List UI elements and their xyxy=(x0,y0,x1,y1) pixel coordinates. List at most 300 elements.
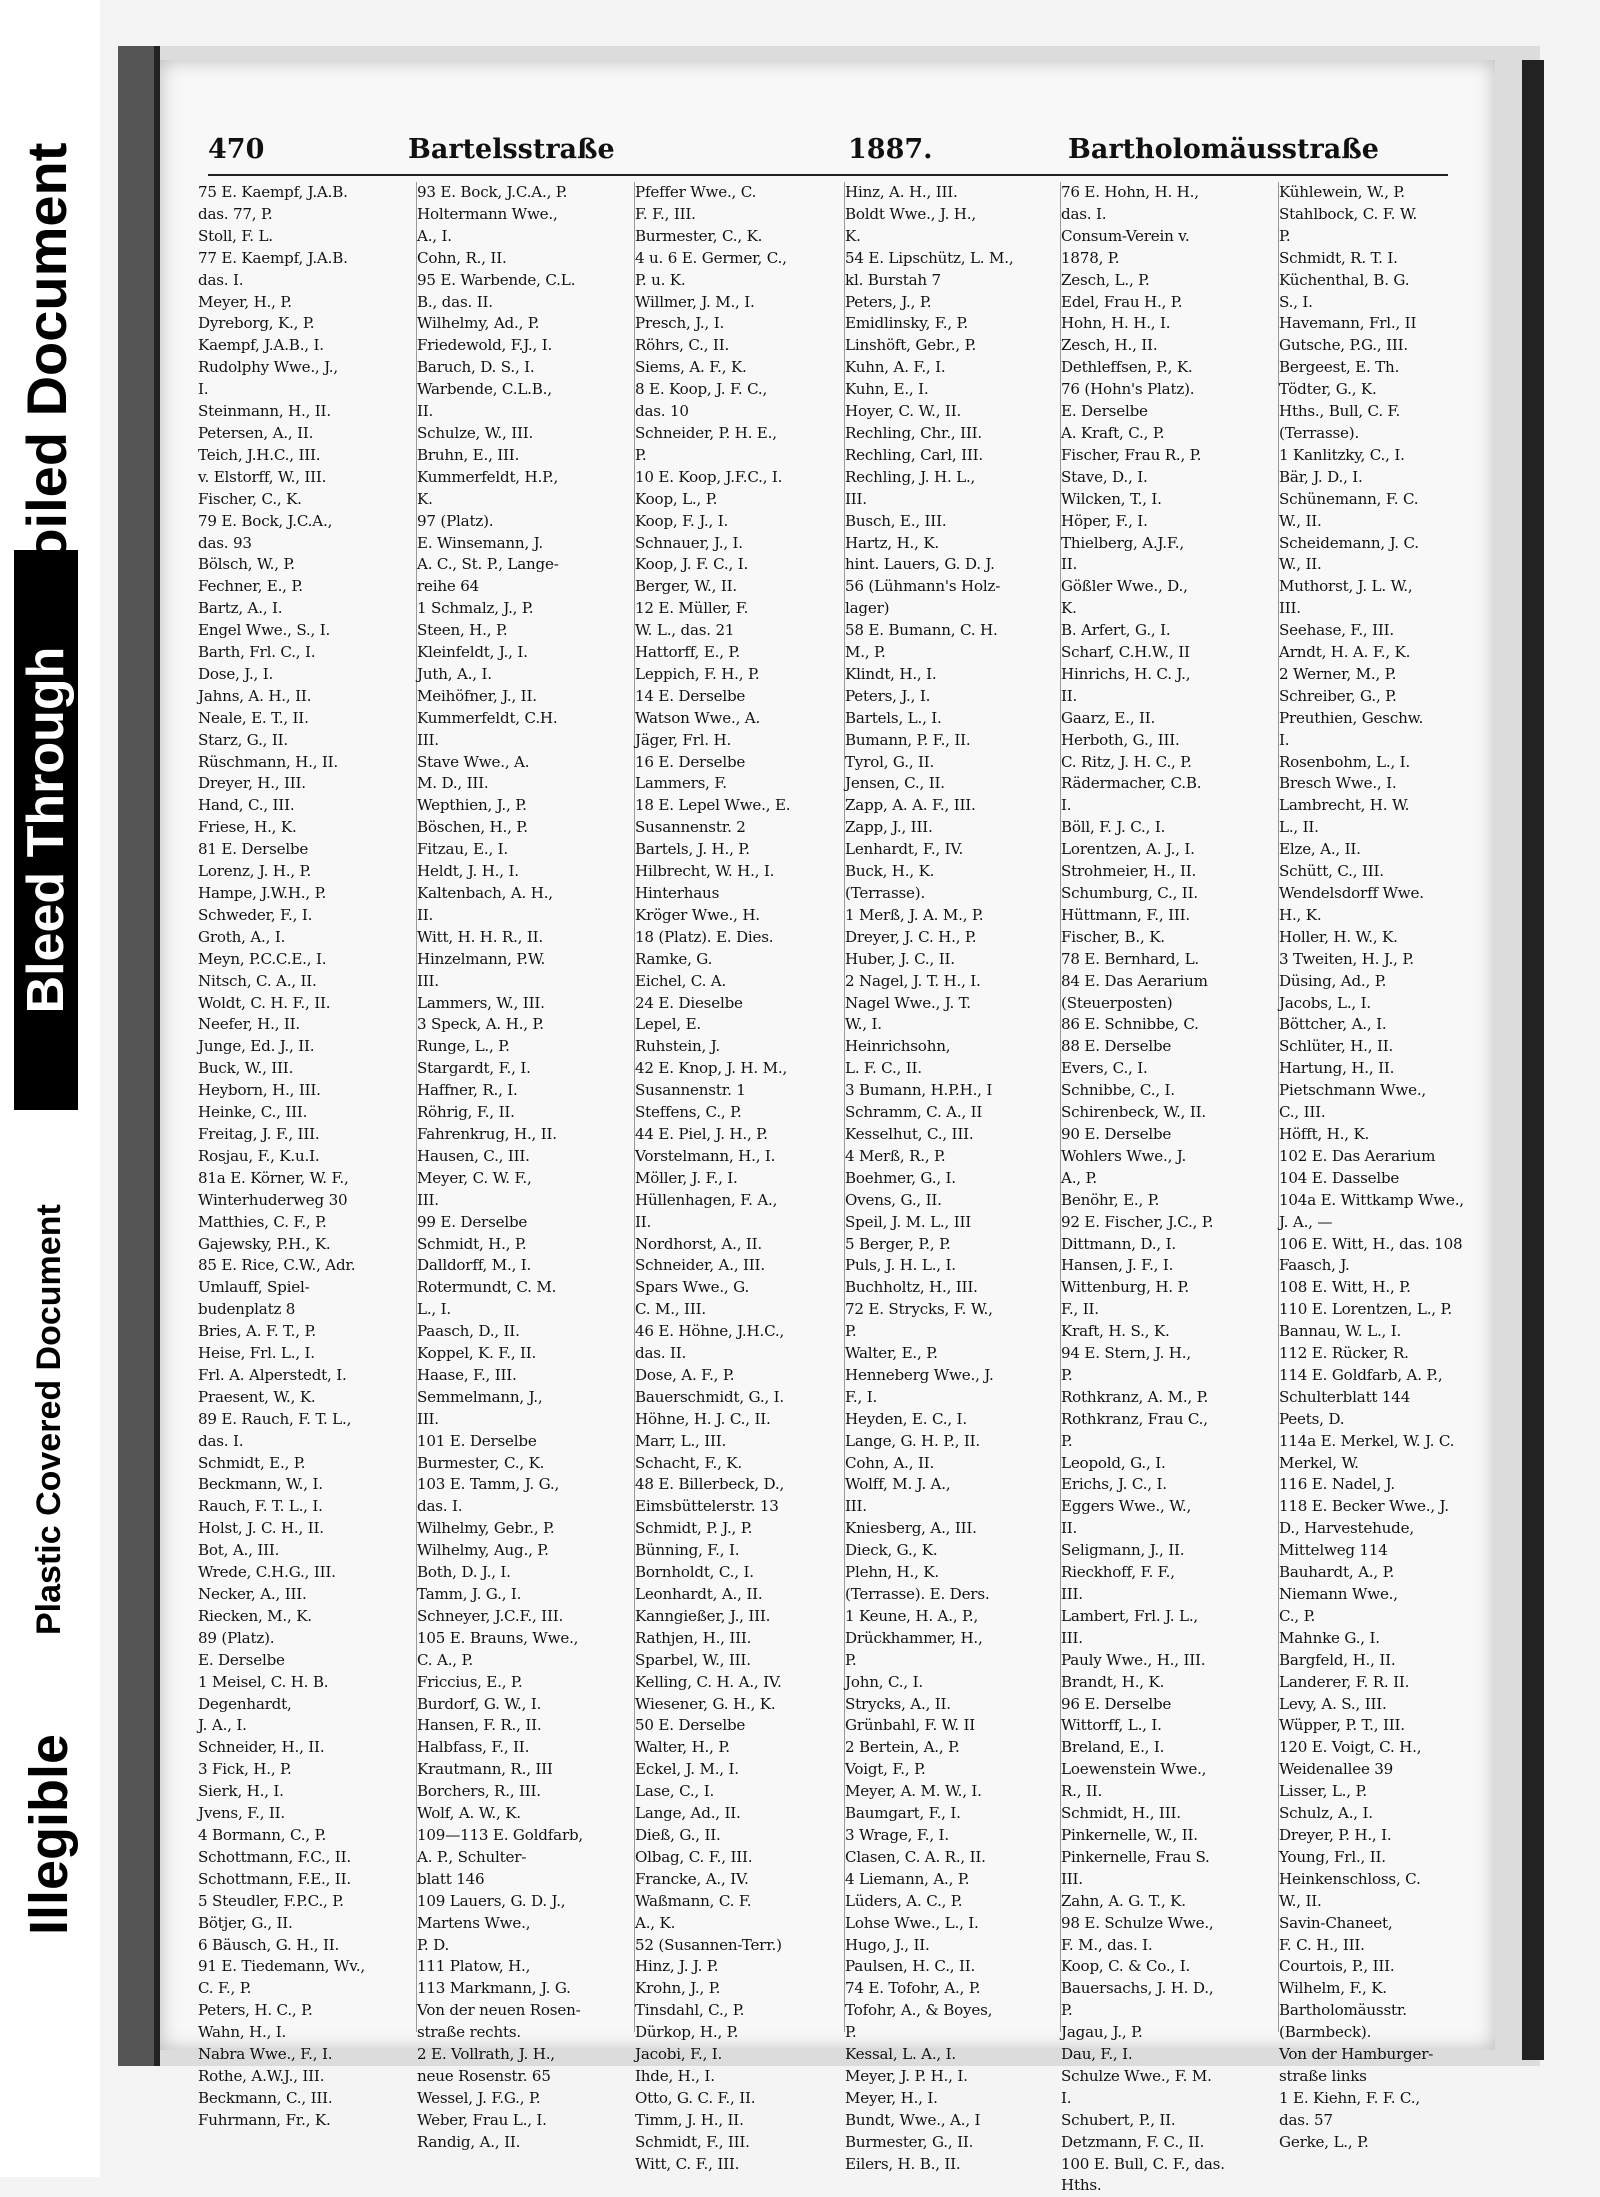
directory-entry: Holtermann Wwe., xyxy=(417,204,558,223)
directory-entry: Fischer, Frau R., P. xyxy=(1061,445,1202,464)
directory-entry: Heyden, E. C., I. xyxy=(845,1409,967,1428)
directory-entry: Henneberg Wwe., J. xyxy=(845,1365,994,1384)
directory-entry: Böttcher, A., I. xyxy=(1279,1015,1387,1034)
directory-entry: Bannau, W. L., I. xyxy=(1279,1322,1402,1341)
directory-entry: Vorstelmann, H., I. xyxy=(635,1146,776,1165)
directory-entry: Kuhn, A. F., I. xyxy=(845,358,946,377)
directory-entry: Niemann Wwe., xyxy=(1279,1585,1398,1603)
directory-entry: Scharf, C.H.W., II xyxy=(1061,643,1190,662)
directory-entry: Schmidt, F., III. xyxy=(635,2132,750,2151)
directory-entry: F. F., III. xyxy=(635,204,696,223)
directory-entry: Edel, Frau H., P. xyxy=(1061,292,1183,311)
directory-entry: Woldt, C. H. F., II. xyxy=(198,993,331,1012)
directory-entry: Winterhuderweg 30 xyxy=(198,1190,348,1209)
directory-entry: Möller, J. F., I. xyxy=(635,1168,738,1187)
directory-entry: B. Arfert, G., I. xyxy=(1061,621,1171,640)
directory-entry: Rosjau, F., K.u.I. xyxy=(198,1146,320,1165)
directory-entry: Schmidt, H., P. xyxy=(417,1234,527,1253)
directory-entry: 110 E. Lorentzen, L., P. xyxy=(1279,1300,1452,1319)
directory-entry: Muthorst, J. L. W., xyxy=(1279,577,1413,596)
directory-entry: Wolff, M. J. A., xyxy=(845,1475,951,1494)
directory-entry: III. xyxy=(1061,1628,1083,1647)
directory-entry: Wilhelmy, Gebr., P. xyxy=(417,1519,555,1538)
directory-entry: Walter, H., P. xyxy=(635,1738,730,1757)
directory-column-1 xyxy=(198,182,408,2129)
directory-entry: Rathjen, H., III. xyxy=(635,1628,752,1647)
directory-entry: K. xyxy=(845,226,861,245)
directory-entry: Stargardt, F., I. xyxy=(417,1059,531,1078)
directory-entry: Buck, W., III. xyxy=(198,1059,294,1078)
directory-entry: S., I. xyxy=(1279,292,1313,311)
directory-entry: (Barmbeck). xyxy=(1279,2023,1372,2042)
directory-entry: das. 10 xyxy=(635,402,689,421)
directory-entry: Lorentzen, A. J., I. xyxy=(1061,840,1195,859)
directory-entry: Rothkranz, Frau C., xyxy=(1061,1409,1208,1428)
directory-entry: 104 E. Dasselbe xyxy=(1279,1168,1400,1187)
directory-entry: 109 Lauers, G. D. J., xyxy=(417,1891,566,1910)
directory-entry: Junge, Ed. J., II. xyxy=(198,1037,315,1056)
directory-entry: W., I. xyxy=(845,1015,882,1034)
directory-entry: Dyreborg, K., P. xyxy=(198,314,315,333)
directory-entry: Pinkernelle, Frau S. xyxy=(1061,1847,1210,1866)
directory-entry: Ruhstein, J. xyxy=(635,1037,720,1056)
directory-entry: Kummerfeldt, C.H. xyxy=(417,708,558,727)
directory-entry: 2 Bertein, A., P. xyxy=(845,1738,960,1757)
directory-entry: Kniesberg, A., III. xyxy=(845,1519,977,1538)
directory-entry: 76 E. Hohn, H. H., xyxy=(1061,183,1199,201)
directory-entry: C. M., III. xyxy=(635,1300,706,1319)
directory-entry: Siems, A. F., K. xyxy=(635,358,747,377)
directory-entry: Hoyer, C. W., II. xyxy=(845,402,962,421)
directory-entry: M. D., III. xyxy=(417,774,489,793)
directory-entry: Kessal, L. A., I. xyxy=(845,2045,956,2064)
directory-entry: Wolf, A. W., K. xyxy=(417,1804,521,1823)
directory-entry: Hand, C., III. xyxy=(198,796,295,815)
directory-entry: Schmidt, H., III. xyxy=(1061,1804,1181,1823)
directory-entry: Haase, F., III. xyxy=(417,1365,517,1384)
directory-entry: E. Derselbe xyxy=(1061,402,1148,421)
directory-entry: Eichel, C. A. xyxy=(635,971,727,990)
directory-entry: Paasch, D., II. xyxy=(417,1322,520,1341)
directory-entry: 75 E. Kaempf, J.A.B. xyxy=(198,183,348,201)
directory-entry: Susannenstr. 1 xyxy=(635,1081,746,1100)
directory-entry: Schmidt, P. J., P. xyxy=(635,1519,753,1538)
directory-entry: Hartung, H., II. xyxy=(1279,1059,1395,1078)
directory-entry: Busch, E., III. xyxy=(845,511,947,530)
directory-entry: Schreiber, G., P. xyxy=(1279,686,1397,705)
directory-entry: Schünemann, F. C. xyxy=(1279,489,1419,508)
directory-entry: Bauersachs, J. H. D., xyxy=(1061,1979,1214,1998)
directory-entry: Nordhorst, A., II. xyxy=(635,1234,763,1253)
right-street-heading: Bartholomäusstraße xyxy=(1068,134,1379,165)
directory-entry: Hinzelmann, P.W. xyxy=(417,949,546,968)
directory-entry: Heyborn, H., III. xyxy=(198,1081,321,1100)
directory-entry: Steffens, C., P. xyxy=(635,1103,742,1122)
directory-entry: 114a E. Merkel, W. J. C. xyxy=(1279,1431,1455,1450)
directory-entry: Waßmann, C. F. xyxy=(635,1891,752,1910)
directory-entry: C., P. xyxy=(1279,1606,1316,1625)
directory-entry: L., II. xyxy=(1279,818,1319,837)
directory-entry: 102 E. Das Aerarium xyxy=(1279,1146,1436,1165)
directory-entry: Böschen, H., P. xyxy=(417,818,528,837)
directory-entry: Martens Wwe., xyxy=(417,1913,531,1932)
directory-entry: Loewenstein Wwe., xyxy=(1061,1760,1207,1779)
directory-entry: Fischer, B., K. xyxy=(1061,927,1165,946)
directory-entry: 4 Liemann, A., P. xyxy=(845,1869,970,1888)
directory-entry: Bauerschmidt, G., I. xyxy=(635,1387,785,1406)
page-header xyxy=(208,134,1448,176)
directory-entry: Barth, Frl. C., I. xyxy=(198,643,316,662)
directory-entry: II. xyxy=(417,402,434,421)
directory-entry: Meyn, P.C.C.E., I. xyxy=(198,949,327,968)
directory-entry: P. xyxy=(1061,1365,1073,1384)
directory-entry: 48 E. Billerbeck, D., xyxy=(635,1475,785,1494)
directory-entry: Clasen, C. A. R., II. xyxy=(845,1847,986,1866)
directory-entry: Schottmann, F.E., II. xyxy=(198,1869,351,1888)
directory-entry: Young, Frl., II. xyxy=(1279,1847,1386,1866)
directory-entry: 1 Schmalz, J., P. xyxy=(417,599,534,618)
directory-entry: straße links xyxy=(1279,2066,1367,2085)
directory-entry: Kaltenbach, A. H., xyxy=(417,884,553,902)
directory-entry: Bär, J. D., I. xyxy=(1279,467,1363,486)
directory-entry: budenplatz 8 xyxy=(198,1300,296,1319)
directory-entry: Hattorff, E., P. xyxy=(635,643,740,662)
directory-entry: 90 E. Derselbe xyxy=(1061,1124,1172,1143)
directory-entry: 101 E. Derselbe xyxy=(417,1431,537,1450)
directory-entry: Schubert, P., II. xyxy=(1061,2110,1176,2129)
directory-entry: Willmer, J. M., I. xyxy=(635,292,755,311)
directory-entry: Drückhammer, H., xyxy=(845,1628,983,1647)
directory-entry: Neefer, H., II. xyxy=(198,1015,301,1034)
directory-entry: H., K. xyxy=(1279,905,1322,924)
directory-column-4 xyxy=(844,182,1055,2173)
directory-entry: Tödter, G., K. xyxy=(1279,380,1377,399)
directory-entry: Plehn, H., K. xyxy=(845,1563,939,1582)
directory-entry: Rosenbohm, L., I. xyxy=(1279,752,1411,771)
directory-entry: Hausen, C., III. xyxy=(417,1146,530,1165)
directory-entry: Wüpper, P. T., III. xyxy=(1279,1716,1405,1735)
directory-entry: Steen, H., P. xyxy=(417,621,508,640)
directory-entry: 12 E. Müller, F. xyxy=(635,599,749,618)
directory-entry: Hüttmann, F., III. xyxy=(1061,905,1190,924)
directory-entry: 116 E. Nadel, J. xyxy=(1279,1475,1395,1494)
directory-entry: 56 (Lühmann's Holz- xyxy=(845,577,1001,596)
directory-entry: Elze, A., II. xyxy=(1279,840,1361,859)
directory-entry: Lenhardt, F., IV. xyxy=(845,840,964,859)
directory-entry: Tofohr, A., & Boyes, xyxy=(845,2001,993,2020)
directory-entry: das. I. xyxy=(198,1431,244,1450)
directory-entry: Voigt, F., P. xyxy=(845,1760,926,1779)
directory-entry: Olbag, C. F., III. xyxy=(635,1847,753,1866)
directory-entry: Susannenstr. 2 xyxy=(635,818,746,837)
directory-entry: 97 (Platz). xyxy=(417,511,494,530)
directory-entry: Lase, C., I. xyxy=(635,1782,715,1801)
directory-entry: Freitag, J. F., III. xyxy=(198,1124,320,1143)
directory-entry: Heise, Frl. L., I. xyxy=(198,1344,315,1363)
left-street-heading: Bartelsstraße xyxy=(408,134,615,165)
directory-entry: Düsing, Ad., P. xyxy=(1279,971,1387,990)
directory-entry: Dürkop, H., P. xyxy=(635,2023,739,2042)
directory-entry: P. xyxy=(845,2023,857,2042)
directory-entry: C. F., P. xyxy=(198,1979,252,1998)
directory-entry: Frl. A. Alperstedt, I. xyxy=(198,1365,347,1384)
directory-entry: 42 E. Knop, J. H. M., xyxy=(635,1059,788,1078)
directory-entry: Weber, Frau L., I. xyxy=(417,2110,547,2129)
directory-entry: Jensen, C., II. xyxy=(845,774,945,793)
directory-entry: E. Derselbe xyxy=(198,1650,285,1669)
directory-entry: 2 Werner, M., P. xyxy=(1279,664,1397,683)
directory-entry: F. M., das. I. xyxy=(1061,1935,1153,1954)
directory-entry: 58 E. Bumann, C. H. xyxy=(845,621,998,640)
directory-entry: I. xyxy=(198,380,209,399)
directory-entry: Schneyer, J.C.F., III. xyxy=(417,1606,564,1625)
directory-entry: Hampe, J.W.H., P. xyxy=(198,884,327,902)
directory-entry: Dreyer, H., III. xyxy=(198,774,306,793)
directory-entry: Tinsdahl, C., P. xyxy=(635,2001,745,2020)
directory-entry: Rauch, F. T. L., I. xyxy=(198,1497,323,1516)
directory-entry: Gerke, L., P. xyxy=(1279,2132,1369,2151)
directory-entry: Fischer, C., K. xyxy=(198,489,302,508)
directory-entry: Lepel, E. xyxy=(635,1015,701,1034)
directory-entry: 95 E. Warbende, C.L. xyxy=(417,270,576,289)
directory-entry: 1 Keune, H. A., P., xyxy=(845,1606,979,1625)
directory-entry: 113 Markmann, J. G. xyxy=(417,1979,571,1998)
directory-entry: Kaempf, J.A.B., I. xyxy=(198,336,324,355)
directory-entry: Herboth, G., III. xyxy=(1061,730,1180,749)
directory-entry: 50 E. Derselbe xyxy=(635,1716,746,1735)
directory-entry: Degenhardt, xyxy=(198,1694,292,1713)
directory-entry: J. A., — xyxy=(1279,1212,1333,1231)
directory-entry: 18 (Platz). E. Dies. xyxy=(635,927,774,946)
directory-entry: Zahn, A. G. T., K. xyxy=(1061,1891,1186,1910)
directory-entry: Rechling, J. H. L., xyxy=(845,467,976,486)
directory-entry: III. xyxy=(417,971,439,990)
directory-entry: Bötjer, G., II. xyxy=(198,1913,293,1932)
directory-entry: Erichs, J. C., I. xyxy=(1061,1475,1167,1494)
directory-entry: Grünbahl, F. W. II xyxy=(845,1716,976,1735)
directory-entry: Bergeest, E. Th. xyxy=(1279,358,1400,377)
directory-entry: Fuhrmann, Fr., K. xyxy=(198,2110,331,2129)
directory-entry: Lambert, Frl. J. L., xyxy=(1061,1606,1199,1625)
directory-entry: III. xyxy=(1061,1585,1083,1603)
directory-entry: 74 E. Tofohr, A., P. xyxy=(845,1979,981,1998)
directory-entry: Burmester, G., II. xyxy=(845,2132,974,2151)
directory-entry: Schacht, F., K. xyxy=(635,1453,742,1472)
directory-entry: Cohn, R., II. xyxy=(417,248,507,267)
directory-entry: Mittelweg 114 xyxy=(1279,1541,1388,1560)
directory-entry: Hansen, J. F., I. xyxy=(1061,1256,1174,1275)
directory-entry: 88 E. Derselbe xyxy=(1061,1037,1172,1056)
directory-entry: Bresch Wwe., I. xyxy=(1279,774,1397,793)
directory-entry: Schnauer, J., I. xyxy=(635,533,743,552)
directory-entry: Strohmeier, H., II. xyxy=(1061,862,1197,881)
directory-entry: P. xyxy=(1061,1431,1073,1450)
directory-entry: 1 Meisel, C. H. B. xyxy=(198,1672,329,1691)
page-number: 470 xyxy=(208,134,265,165)
directory-entry: Rothe, A.W.J., III. xyxy=(198,2066,325,2085)
directory-entry: 1878, P. xyxy=(1061,248,1120,267)
directory-entry: Brandt, H., K. xyxy=(1061,1672,1165,1691)
directory-entry: Heinke, C., III. xyxy=(198,1103,308,1122)
directory-entry: straße rechts. xyxy=(417,2023,521,2042)
directory-entry: Gößler Wwe., D., xyxy=(1061,577,1188,596)
directory-entry: Arndt, H. A. F., K. xyxy=(1279,643,1411,662)
directory-entry: Lange, Ad., II. xyxy=(635,1804,741,1823)
directory-entry: A., I. xyxy=(417,226,452,245)
directory-entry: Beckmann, C., III. xyxy=(198,2088,333,2107)
directory-entry: Meyer, H., I. xyxy=(845,2088,938,2107)
directory-entry: Preuthien, Geschw. xyxy=(1279,708,1424,727)
directory-entry: Hinrichs, H. C. J., xyxy=(1061,664,1191,683)
directory-entry: John, C., I. xyxy=(845,1672,923,1691)
directory-entry: III. xyxy=(417,1409,439,1428)
directory-entry: II. xyxy=(1061,555,1078,574)
directory-entry: Jagau, J., P. xyxy=(1061,2023,1143,2042)
directory-entry: 3 Bumann, H.P.H., I xyxy=(845,1081,993,1100)
directory-entry: Levy, A. S., III. xyxy=(1279,1694,1387,1713)
directory-entry: Marr, L., III. xyxy=(635,1431,727,1450)
directory-entry: Schneider, H., II. xyxy=(198,1738,325,1757)
directory-entry: Schumburg, C., II. xyxy=(1061,884,1198,902)
directory-entry: W., II. xyxy=(1279,511,1322,530)
label-soiled-document: Soiled Document xyxy=(15,142,78,600)
directory-entry: (Terrasse). xyxy=(845,884,926,902)
directory-entry: Dieß, G., II. xyxy=(635,1825,721,1844)
directory-entry: Lange, G. H. P., II. xyxy=(845,1431,981,1450)
directory-entry: Höper, F., I. xyxy=(1061,511,1148,530)
directory-entry: Leppich, F. H., P. xyxy=(635,664,760,683)
directory-entry: Hartz, H., K. xyxy=(845,533,940,552)
directory-entry: Schulze, W., III. xyxy=(417,423,534,442)
directory-entry: Gutsche, P.G., III. xyxy=(1279,336,1408,355)
directory-entry: 1 E. Kiehn, F. F. C., xyxy=(1279,2088,1420,2107)
directory-entry: v. Elstorff, W., III. xyxy=(198,467,327,486)
directory-entry: Hths., Bull, C. F. xyxy=(1279,402,1401,421)
directory-entry: Rieckhoff, F. F., xyxy=(1061,1563,1175,1582)
directory-entry: Küchenthal, B. G. xyxy=(1279,270,1410,289)
directory-entry: Hilbrecht, W. H., I. xyxy=(635,862,775,881)
directory-entry: I. xyxy=(1061,796,1072,815)
directory-entry: Rädermacher, C.B. xyxy=(1061,774,1202,793)
directory-entry: 3 Speck, A. H., P. xyxy=(417,1015,544,1034)
directory-entry: Meyer, A. M. W., I. xyxy=(845,1782,982,1801)
directory-entry: Eckel, J. M., I. xyxy=(635,1760,739,1779)
directory-entry: 44 E. Piel, J. H., P. xyxy=(635,1124,768,1143)
directory-entry: Boldt Wwe., J. H., xyxy=(845,204,976,223)
directory-entry: Krohn, J., P. xyxy=(635,1979,721,1998)
directory-entry: Kummerfeldt, H.P., xyxy=(417,467,559,486)
directory-entry: Dreyer, J. C. H., P. xyxy=(845,927,977,946)
directory-entry: Stahlbock, C. F. W. xyxy=(1279,204,1418,223)
directory-entry: Jacobi, F., I. xyxy=(635,2045,723,2064)
directory-entry: Baumgart, F., I. xyxy=(845,1804,961,1823)
directory-entry: 2 E. Vollrath, J. H., xyxy=(417,2045,555,2064)
directory-entry: 4 u. 6 E. Germer, C., xyxy=(635,248,787,267)
directory-entry: I. xyxy=(1061,2088,1072,2107)
directory-entry: Thielberg, A.J.F., xyxy=(1061,533,1184,552)
directory-entry: neue Rosenstr. 65 xyxy=(417,2066,551,2085)
directory-entry: Mahnke G., I. xyxy=(1279,1628,1380,1647)
directory-entry: Puls, J. H. L., I. xyxy=(845,1256,956,1275)
directory-entry: Engel Wwe., S., I. xyxy=(198,621,331,640)
directory-entry: Friese, H., K. xyxy=(198,818,297,837)
directory-entry: III. xyxy=(1279,599,1301,618)
directory-entry: Koop, L., P. xyxy=(635,489,718,508)
directory-entry: 72 E. Strycks, F. W., xyxy=(845,1300,993,1319)
directory-entry: Fechner, E., P. xyxy=(198,577,303,596)
directory-entry: Nabra Wwe., F., I. xyxy=(198,2045,333,2064)
directory-entry: Dose, A. F., P. xyxy=(635,1365,735,1384)
directory-entry: 98 E. Schulze Wwe., xyxy=(1061,1913,1214,1932)
directory-entry: 92 E. Fischer, J.C., P. xyxy=(1061,1212,1214,1231)
directory-entry: Ihde, H., I. xyxy=(635,2066,715,2085)
directory-entry: Lorenz, J. H., P. xyxy=(198,862,312,881)
directory-entry: 81a E. Körner, W. F., xyxy=(198,1168,349,1187)
directory-entry: Both, D. J., I. xyxy=(417,1563,511,1582)
directory-entry: A. P., Schulter- xyxy=(417,1847,527,1866)
directory-entry: Schulterblatt 144 xyxy=(1279,1387,1411,1406)
directory-entry: Faasch, J. xyxy=(1279,1256,1350,1275)
directory-entry: Wilcken, T., I. xyxy=(1061,489,1162,508)
directory-entry: 1 Merß, J. A. M., P. xyxy=(845,905,984,924)
directory-entry: Teich, J.H.C., III. xyxy=(198,445,321,464)
directory-entry: 5 Berger, P., P. xyxy=(845,1234,951,1253)
directory-entry: Evers, C., I. xyxy=(1061,1059,1148,1078)
directory-entry: Stave Wwe., A. xyxy=(417,752,530,771)
directory-entry: Bauhardt, A., P. xyxy=(1279,1563,1395,1582)
directory-entry: Umlauff, Spiel- xyxy=(198,1278,310,1297)
directory-entry: 96 E. Derselbe xyxy=(1061,1694,1172,1713)
directory-entry: Schmidt, R. T. I. xyxy=(1279,248,1398,267)
directory-entry: Witt, C. F., III. xyxy=(635,2154,740,2173)
directory-entry: III. xyxy=(845,1497,867,1516)
directory-entry: Baruch, D. S., I. xyxy=(417,358,535,377)
directory-entry: Burmester, C., K. xyxy=(635,226,763,245)
directory-entry: Halbfass, F., II. xyxy=(417,1738,530,1757)
directory-entry: Bartels, L., I. xyxy=(845,708,942,727)
directory-entry: Peets, D. xyxy=(1279,1409,1345,1428)
directory-entry: das. 57 xyxy=(1279,2110,1333,2129)
directory-entry: Savin-Chaneet, xyxy=(1279,1913,1393,1932)
directory-entry: Rechling, Chr., III. xyxy=(845,423,983,442)
directory-entry: Meihöfner, J., II. xyxy=(417,686,537,705)
directory-entry: Lammers, W., III. xyxy=(417,993,545,1012)
directory-entry: II. xyxy=(635,1212,652,1231)
directory-entry: Consum-Verein v. xyxy=(1061,226,1190,245)
directory-entry: Rudolphy Wwe., J., xyxy=(198,358,339,377)
directory-entry: Friccius, E., P. xyxy=(417,1672,523,1691)
directory-entry: Wittorff, L., I. xyxy=(1061,1716,1162,1735)
directory-entry: Bünning, F., I. xyxy=(635,1541,740,1560)
directory-entry: Wrede, C.H.G., III. xyxy=(198,1563,336,1582)
directory-entry: 4 Merß, R., P. xyxy=(845,1146,946,1165)
directory-entry: A., P. xyxy=(1061,1168,1097,1187)
directory-entry: Petersen, A., II. xyxy=(198,423,314,442)
directory-entry: Leopold, G., I. xyxy=(1061,1453,1166,1472)
directory-entry: Peters, H. C., P. xyxy=(198,2001,313,2020)
directory-entry: P. u. K. xyxy=(635,270,686,289)
directory-column-5 xyxy=(1060,182,1271,2195)
directory-entry: Röhrs, C., II. xyxy=(635,336,730,355)
directory-entry: Groth, A., I. xyxy=(198,927,286,946)
directory-entry: C. A., P. xyxy=(417,1650,473,1669)
directory-entry: 120 E. Voigt, C. H., xyxy=(1279,1738,1422,1757)
label-illegible: Illegible xyxy=(19,1733,79,1935)
directory-entry: 85 E. Rice, C.W., Adr. xyxy=(198,1256,356,1275)
directory-entry: Kanngießer, J., III. xyxy=(635,1606,771,1625)
directory-entry: 4 Bormann, C., P. xyxy=(198,1825,327,1844)
directory-entry: 3 Tweiten, H. J., P. xyxy=(1279,949,1414,968)
